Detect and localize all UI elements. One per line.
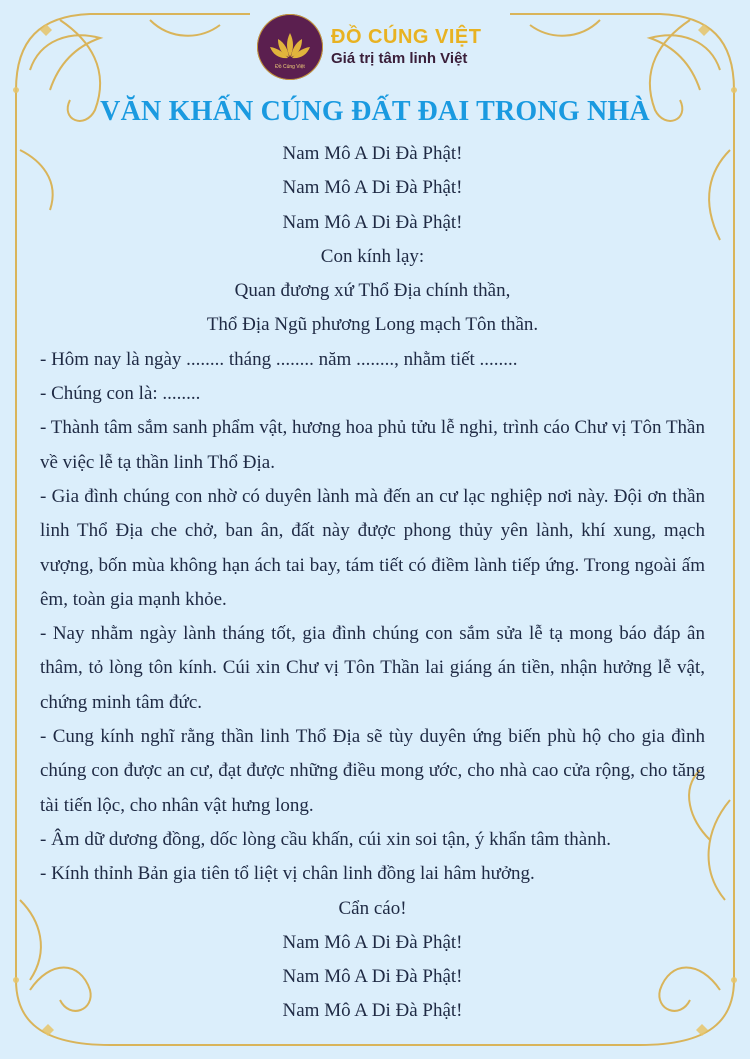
page-title: VĂN KHẤN CÚNG ĐẤT ĐAI TRONG NHÀ <box>100 96 650 127</box>
paragraph: - Cung kính nghĩ rằng thần linh Thổ Địa sẽ tùy duyên ứng biến phù hộ cho gia đình chúng con được an cư, đạt được những điều mong ước, cho nhà cao cửa rộng, cho tăng tài tiến lộc, cho nhân vật hưng long. <box>40 726 705 816</box>
paragraph: - Hôm nay là ngày ........ tháng ........ năm ........, nhằm tiết ........ <box>40 348 518 370</box>
brand-tagline: Giá trị tâm linh Việt <box>331 50 468 67</box>
lotus-icon <box>257 14 323 80</box>
invocation-line: Nam Mô A Di Đà Phật! <box>282 177 463 199</box>
invocation-line: Nam Mô A Di Đà Phật! <box>282 931 463 953</box>
invocation-line: Nam Mô A Di Đà Phật! <box>282 211 463 233</box>
invocation-line: Nam Mô A Di Đà Phật! <box>282 1000 463 1022</box>
closing-line: Cẩn cáo! <box>338 897 407 919</box>
brand-logo <box>257 12 507 82</box>
logo-small-text: Đồ Cúng Việt <box>275 64 305 70</box>
paragraph: - Thành tâm sắm sanh phẩm vật, hương hoa phủ tửu lễ nghi, trình cáo Chư vị Tôn Thần về việc lễ tạ thần linh Thổ Địa. <box>40 417 705 473</box>
paragraph: - Âm dữ dương đồng, dốc lòng cầu khấn, cúi xin soi tận, ý khẩn tâm thành. <box>40 828 611 850</box>
paragraph: - Gia đình chúng con nhờ có duyên lành mà đến an cư lạc nghiệp nơi này. Đội ơn thần linh Thổ Địa che chở, ban ân, đất này được phong thủy yên lành, khí xung, mạch vượng, bốn mùa không hạn ách tai bay, tám tiết có điềm lành tiếp ứng. Trong ngoài ấm êm, toàn gia mạnh khỏe. <box>40 485 705 610</box>
paragraph: - Nay nhằm ngày lành tháng tốt, gia đình chúng con sắm sửa lễ tạ mong báo đáp ân thâm, tỏ lòng tôn kính. Cúi xin Chư vị Tôn Thần lai giáng án tiền, nhận hưởng lễ vật, chứng minh tâm đức. <box>40 623 705 713</box>
salutation: Con kính lạy: <box>320 245 425 267</box>
brand-name: ĐỒ CÚNG VIỆT <box>331 26 482 48</box>
invocation-line: Nam Mô A Di Đà Phật! <box>282 143 463 164</box>
invocation-line: Nam Mô A Di Đà Phật! <box>282 966 463 988</box>
deity-line: Quan đương xứ Thổ Địa chính thần, <box>234 280 511 302</box>
paragraph: - Kính thỉnh Bản gia tiên tổ liệt vị chân linh đồng lai hâm hưởng. <box>40 863 535 885</box>
paragraph: - Chúng con là: ........ <box>40 383 201 405</box>
prayer-text <box>40 137 705 1029</box>
deity-line: Thổ Địa Ngũ phương Long mạch Tôn thần. <box>206 314 539 336</box>
